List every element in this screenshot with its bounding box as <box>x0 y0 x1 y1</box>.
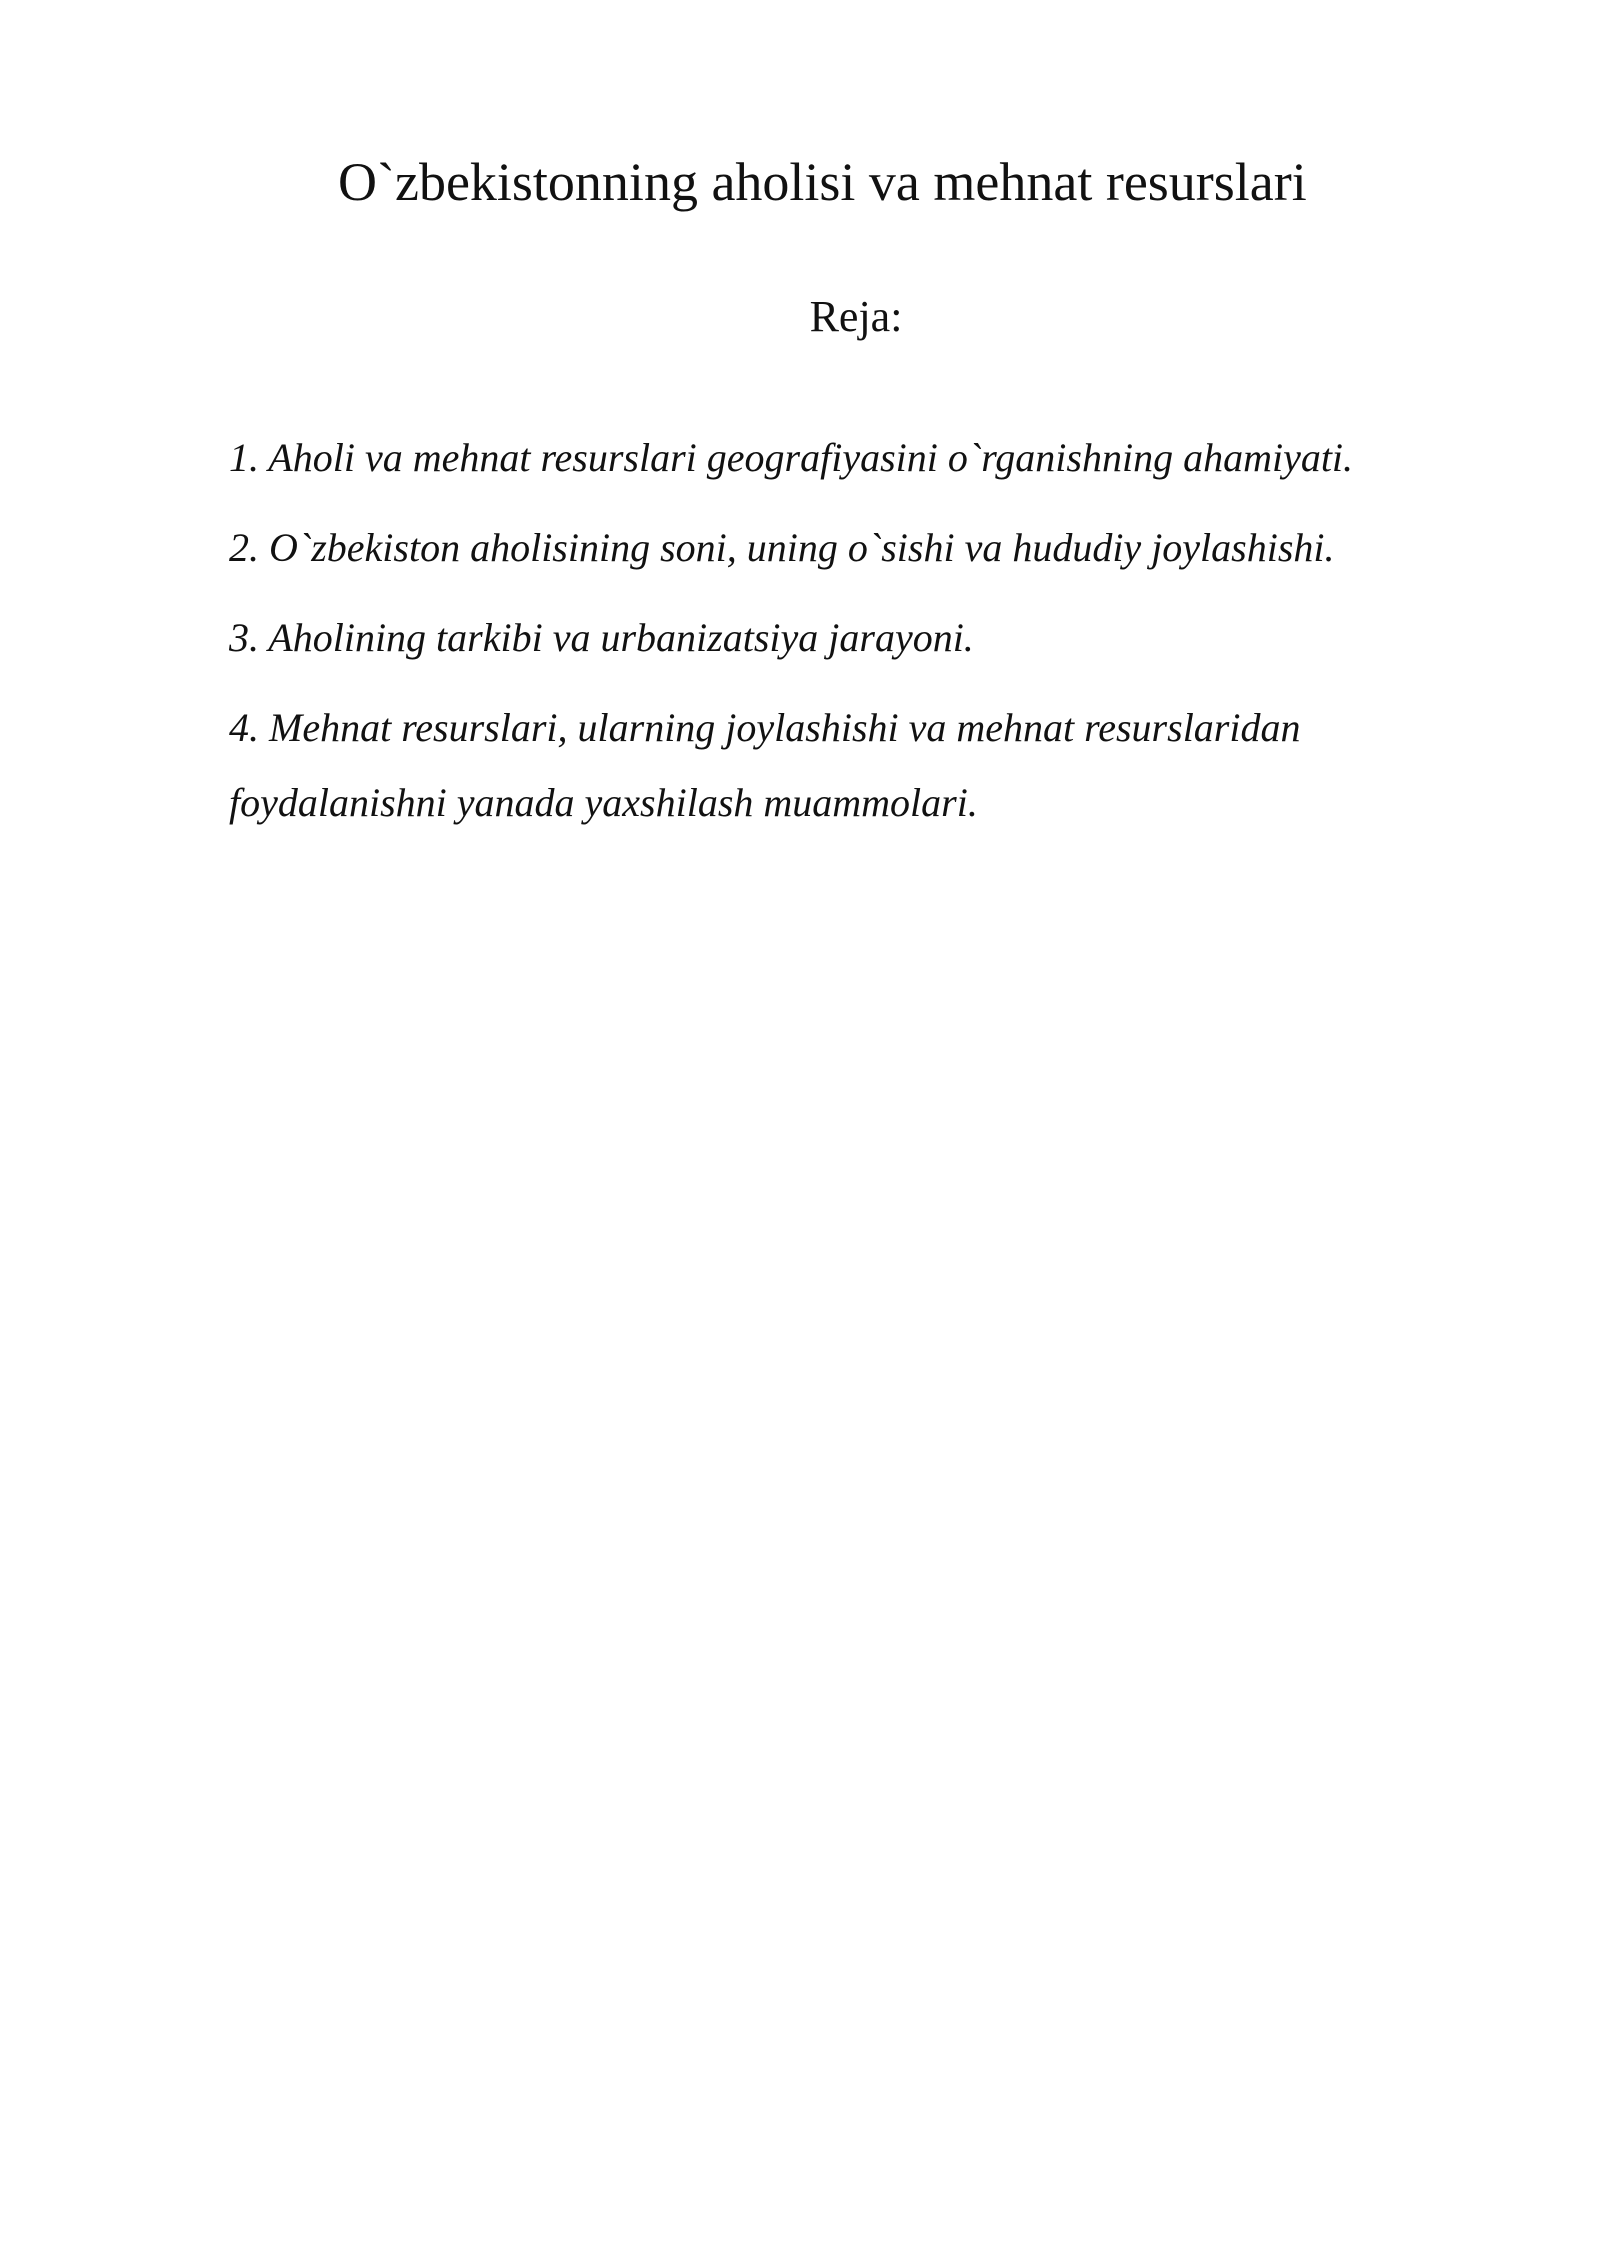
plan-item-1: 1. Aholi va mehnat resurslari geografiyasini o`rganishning ahamiyati. <box>229 435 1354 480</box>
plan-item-4: 4. Mehnat resurslari, ularning joylashishi va mehnat resurslaridan foydalanishni yanada yaxshilash muammolari. <box>229 705 1301 825</box>
plan-item-3: 3. Aholining tarkibi va urbanizatsiya jarayoni. <box>229 615 974 660</box>
document-title: O`zbekistonning aholisi va mehnat resurslari <box>338 152 1307 212</box>
plan-list <box>229 420 1419 855</box>
plan-item-2: 2. O`zbekiston aholisining soni, uning o`sishi va hududiy joylashishi. <box>229 525 1335 570</box>
plan-heading: Reja: <box>809 292 903 341</box>
